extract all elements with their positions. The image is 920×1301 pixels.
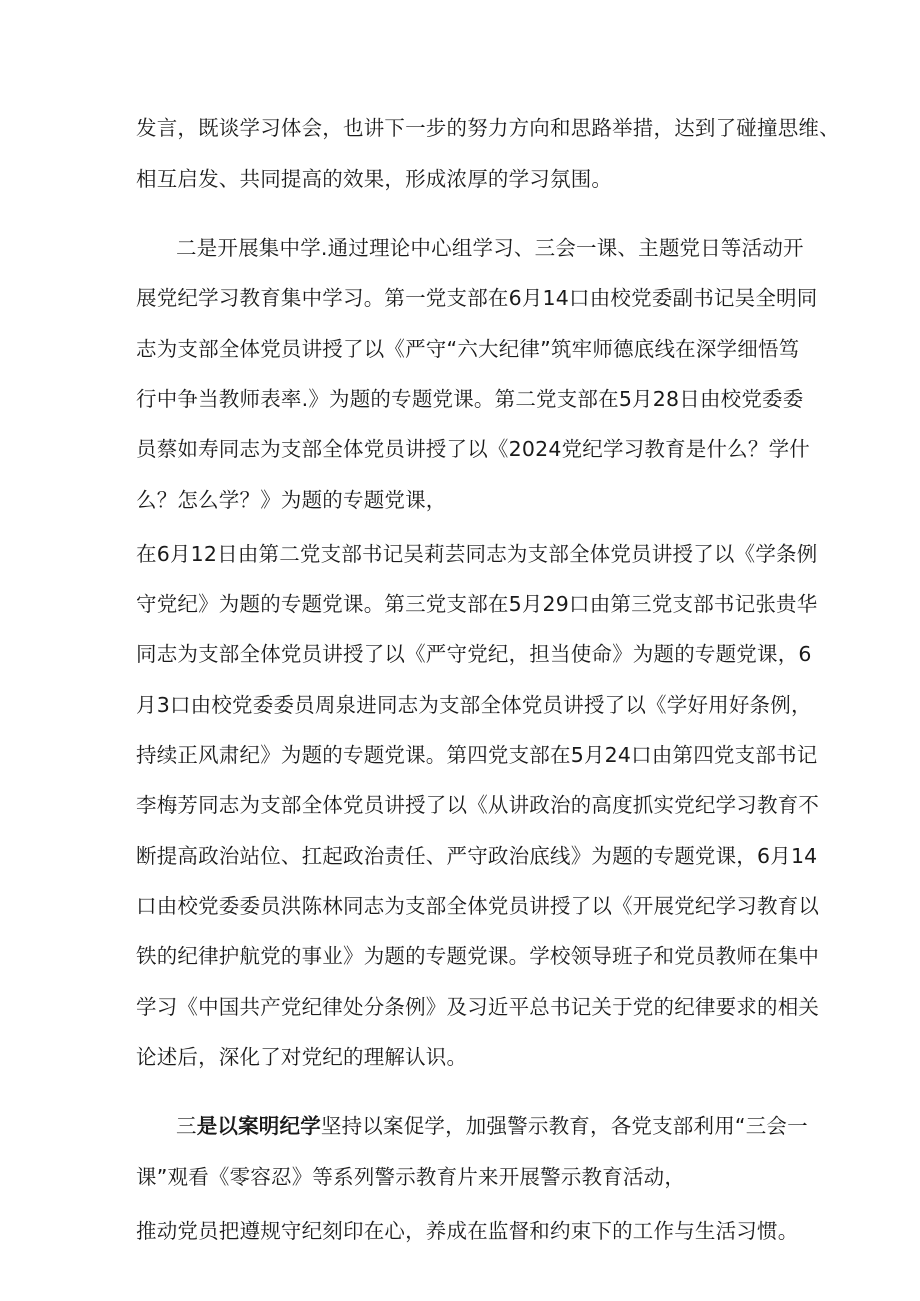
- text-line: 志为支部全体党员讲授了以《严守“六大纪律”筑牢师德底线在深学细悟笃: [136, 337, 800, 361]
- paragraph-3-text: 坚持以案促学，加强警示教育，各党支部利用“三会一: [320, 1114, 808, 1138]
- paragraph-3-prefix: 三: [176, 1114, 197, 1138]
- text-line: 持续正风肃纪》为题的专题党课。第四党支部在5月24口由第四党支部书记: [136, 743, 818, 767]
- text-line: 李梅芳同志为支部全体党员讲授了以《从讲政治的高度抓实党纪学习教育不: [136, 793, 820, 817]
- text-line: 发言，既谈学习体会，也讲下一步的努力方向和思路举措，达到了碰撞思维、: [136, 116, 840, 140]
- paragraph-3-first-line: [176, 1110, 808, 1142]
- text-line: 员蔡如寿同志为支部全体党员讲授了以《2024党纪学习教育是什么？学什: [136, 437, 810, 461]
- paragraph-3-heading: 是以案明纪学: [196, 1114, 321, 1138]
- text-line: 课”观看《零容忍》等系列警示教育片来开展警示教育活动，: [136, 1165, 686, 1189]
- text-line: 展党纪学习教育集中学习。第一党支部在6月14口由校党委副书记吴全明同: [136, 286, 818, 310]
- text-line: 口由校党委委员洪陈林同志为支部全体党员讲授了以《开展党纪学习教育以: [136, 894, 820, 918]
- text-line: 么？怎么学？》为题的专题党课，: [136, 488, 447, 512]
- text-line: 铁的纪律护航党的事业》为题的专题党课。学校领导班子和党员教师在集中: [136, 944, 820, 968]
- text-line: 月3口由校党委委员周泉进同志为支部全体党员讲授了以《学好用好条例，: [136, 693, 812, 717]
- text-line: 推动党员把遵规守纪刻印在心，养成在监督和约束下的工作与生活习惯。: [136, 1219, 799, 1243]
- text-line: 行中争当教师表率.》为题的专题党课。第二党支部在5月28日由校党委委: [136, 387, 804, 411]
- text-line: 论述后，深化了对党纪的理解认识。: [136, 1045, 468, 1069]
- text-line: 在6月12日由第二党支部书记吴莉芸同志为支部全体党员讲授了以《学条例: [136, 542, 818, 566]
- text-line: 守党纪》为题的专题党课。第三党支部在5月29口由第三党支部书记张贵华: [136, 592, 818, 616]
- text-line: 断提高政治站位、扛起政治责任、严守政治底线》为题的专题党课，6月14: [136, 844, 818, 868]
- text-line: 相互启发、共同提高的效果，形成浓厚的学习氛围。: [136, 167, 613, 191]
- text-line: 同志为支部全体党员讲授了以《严守党纪，担当使命》为题的专题党课，6: [136, 642, 812, 666]
- text-line: 学习《中国共产党纪律处分条例》及习近平总书记关于党的纪律要求的相关: [136, 995, 820, 1019]
- text-line: 二是开展集中学.通过理论中心组学习、三会一课、主题党日等活动开: [176, 236, 804, 260]
